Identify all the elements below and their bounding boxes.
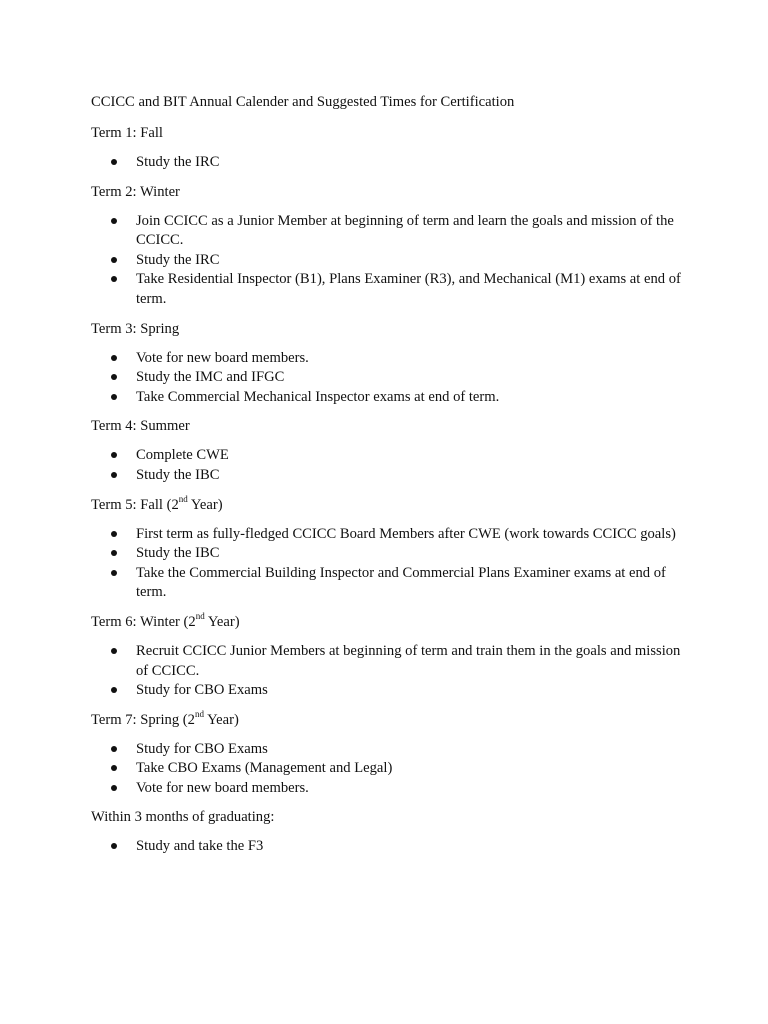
term-heading <box>91 123 681 144</box>
term-heading-suffix: Year) <box>187 496 223 513</box>
bullet-list <box>91 153 681 173</box>
bullet-icon <box>111 550 117 556</box>
bullet-icon <box>111 159 117 165</box>
bullet-icon <box>111 785 117 791</box>
bullet-icon <box>111 355 117 361</box>
term-heading <box>91 807 681 828</box>
term-heading-text: Within 3 months of graduating: <box>91 809 275 826</box>
bullet-icon <box>111 648 117 654</box>
term-heading-text: Term 2: Winter <box>91 183 180 200</box>
list-item-text: First term as fully-fledged CCICC Board Members after CWE (work towards CCICC goals) <box>136 525 676 542</box>
term-heading <box>91 495 681 516</box>
list-item-text: Study for CBO Exams <box>136 740 268 757</box>
term-heading <box>91 416 681 437</box>
bullet-icon <box>111 765 117 771</box>
list-item <box>91 740 681 760</box>
list-item <box>91 759 681 779</box>
bullet-list <box>91 642 681 701</box>
term-heading <box>91 319 681 340</box>
list-item <box>91 525 681 545</box>
term-heading-suffix: Year) <box>203 711 239 728</box>
list-item-text: Recruit CCICC Junior Members at beginning of term and train them in the goals and mission of CCICC. <box>136 642 681 679</box>
bullet-icon <box>111 570 117 576</box>
list-item <box>91 349 681 369</box>
list-item <box>91 153 681 173</box>
term-heading-text: Term 5: Fall (2 <box>91 496 179 513</box>
list-item-text: Take CBO Exams (Management and Legal) <box>136 760 393 777</box>
bullet-list <box>91 349 681 408</box>
term-heading-suffix: Year) <box>204 613 240 630</box>
list-item-text: Join CCICC as a Junior Member at beginning of term and learn the goals and mission of the CCICC. <box>136 212 674 249</box>
list-item <box>91 466 681 486</box>
list-item <box>91 681 681 701</box>
bullet-icon <box>111 746 117 752</box>
document-body <box>91 92 681 866</box>
list-item-text: Study for CBO Exams <box>136 682 268 699</box>
term-heading <box>91 710 681 731</box>
bullet-list <box>91 525 681 603</box>
term-heading-text: Term 4: Summer <box>91 418 190 435</box>
bullet-list <box>91 837 681 857</box>
list-item-text: Study the IMC and IFGC <box>136 369 285 386</box>
bullet-icon <box>111 472 117 478</box>
list-item-text: Study and take the F3 <box>136 838 264 855</box>
term-heading-text: Term 1: Fall <box>91 125 163 141</box>
list-item <box>91 388 681 408</box>
list-item <box>91 212 681 251</box>
term-heading <box>91 182 681 203</box>
bullet-icon <box>111 374 117 380</box>
term-heading <box>91 612 681 633</box>
bullet-list <box>91 212 681 310</box>
list-item-text: Take Residential Inspector (B1), Plans Examiner (R3), and Mechanical (M1) exams at end of term. <box>136 271 681 307</box>
list-item <box>91 779 681 799</box>
bullet-list <box>91 740 681 799</box>
list-item-text: Study the IRC <box>136 154 220 170</box>
list-item <box>91 270 681 309</box>
list-item-text: Vote for new board members. <box>136 349 309 366</box>
document-title: CCICC and BIT Annual Calender and Suggested Times for Certification <box>91 94 515 110</box>
list-item-text: Complete CWE <box>136 447 229 464</box>
list-item-text: Study the IRC <box>136 251 220 268</box>
bullet-icon <box>111 218 117 224</box>
list-item <box>91 368 681 388</box>
list-item-text: Study the IBC <box>136 545 220 562</box>
list-item-text: Study the IBC <box>136 466 220 483</box>
term-heading-text: Term 6: Winter (2 <box>91 613 196 630</box>
term-heading-text: Term 3: Spring <box>91 320 180 337</box>
bullet-icon <box>111 687 117 693</box>
bullet-icon <box>111 452 117 458</box>
bullet-icon <box>111 394 117 400</box>
bullet-icon <box>111 531 117 537</box>
list-item <box>91 642 681 681</box>
list-item <box>91 446 681 466</box>
term-heading-text: Term 7: Spring (2 <box>91 711 195 728</box>
list-item-text: Vote for new board members. <box>136 779 309 796</box>
ordinal-superscript: nd <box>178 493 188 504</box>
list-item-text: Take Commercial Mechanical Inspector exams at end of term. <box>136 388 500 405</box>
list-item <box>91 544 681 564</box>
list-item-text: Take the Commercial Building Inspector and Commercial Plans Examiner exams at end of term. <box>136 564 666 601</box>
list-item <box>91 564 681 603</box>
bullet-icon <box>111 843 117 849</box>
ordinal-superscript: nd <box>195 611 205 622</box>
list-item <box>91 837 681 857</box>
list-item <box>91 251 681 271</box>
bullet-icon <box>111 276 117 282</box>
ordinal-superscript: nd <box>194 708 204 719</box>
bullet-icon <box>111 257 117 263</box>
bullet-list <box>91 446 681 485</box>
